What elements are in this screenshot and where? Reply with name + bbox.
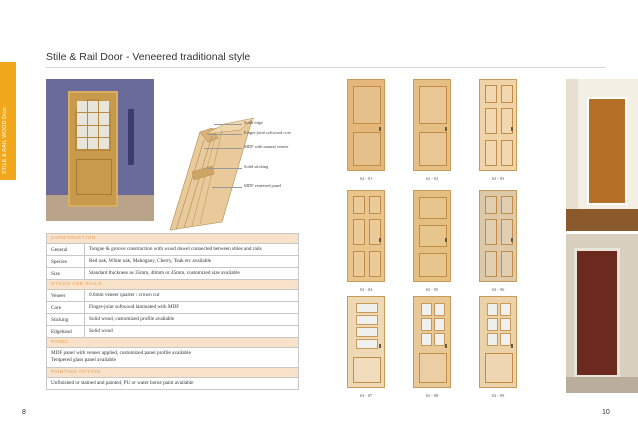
painting-header: PAINTING OPTION (47, 368, 298, 378)
side-tab (0, 62, 16, 180)
door-model-image (347, 296, 385, 388)
table-row (47, 290, 298, 302)
room-floor (566, 209, 638, 231)
door-panel (485, 353, 513, 383)
door-glass (421, 303, 432, 316)
callout-sticking: Solid sticking (244, 164, 269, 169)
door-panel (501, 251, 513, 277)
hero-door-panel (76, 159, 112, 195)
door-handle (511, 127, 513, 131)
door-handle (445, 238, 447, 242)
painting-text: Unfinished or stained and painted, PU or water borne paint available (47, 378, 298, 390)
door-model-code: S2 - 05 (425, 287, 439, 292)
door-glass (434, 303, 445, 316)
room-photo-dark (566, 234, 638, 393)
door-handle (511, 238, 513, 242)
door-panel (501, 196, 513, 214)
callout-mdf-veneer: MDF with natural veneer (244, 144, 289, 149)
hero-coat-stand (128, 109, 134, 165)
door-handle (379, 344, 381, 348)
callout-core: Finger-joint softwood core (244, 130, 291, 135)
door-model-image (347, 190, 385, 282)
room-door (587, 97, 627, 205)
callout-line (208, 134, 242, 135)
door-glass (356, 327, 378, 337)
page-number-right: 10 (602, 409, 610, 416)
door-panel (485, 85, 497, 103)
side-tab-label: STILE & RAIL WOOD Door (2, 106, 8, 174)
callout-line (212, 187, 242, 188)
hero-door (68, 91, 118, 207)
door-panel (419, 253, 447, 277)
panel-line: Tempered glass panel available (51, 357, 116, 364)
door-panel (501, 140, 513, 166)
door-glass (500, 303, 511, 316)
door-model-image (479, 79, 517, 171)
door-glass (487, 333, 498, 346)
spec-key: General (47, 244, 85, 255)
panel-text (47, 348, 298, 368)
spec-key: Veneer (47, 290, 85, 301)
spec-key: Sticking (47, 314, 85, 325)
spec-value: Tongue & groove construction with wood dowel connected between stiles and rails (89, 246, 262, 252)
spec-value: Red oak, White oak, Mahogany, Cherry, Teak etc available (89, 258, 212, 265)
door-glass (434, 333, 445, 346)
page-number-left: 8 (22, 409, 26, 416)
door-panel (419, 225, 447, 247)
door-glass (356, 303, 378, 313)
door-glass (356, 339, 378, 349)
door-panel (485, 108, 497, 134)
panel-line: MDF panel with veneer applied, customized panel profile available (51, 350, 191, 357)
door-panel (353, 251, 365, 277)
door-panel (485, 219, 497, 245)
door-panel (419, 86, 447, 124)
door-glass (421, 318, 432, 331)
door-handle (445, 127, 447, 131)
room-floor (566, 377, 638, 393)
callout-line (204, 148, 242, 149)
door-panel (369, 251, 381, 277)
callout-line (206, 168, 242, 169)
spec-key: Edgeband (47, 326, 85, 337)
spec-value: Finger-joint softwood laminated with MDF (89, 304, 180, 311)
door-panel (369, 196, 381, 214)
door-handle (511, 344, 513, 348)
construction-header: CONSTRUCTION (47, 234, 298, 244)
door-panel (353, 86, 381, 124)
door-panel (501, 85, 513, 103)
door-model-image (413, 190, 451, 282)
callout-line (214, 124, 242, 125)
spec-key: Species (47, 256, 85, 267)
spec-key: Core (47, 302, 85, 313)
door-handle (379, 127, 381, 131)
spec-table (46, 233, 299, 390)
door-model-code: S2 - 04 (359, 287, 373, 292)
table-row (47, 268, 298, 280)
door-model-code: S2 - 07 (359, 393, 373, 398)
table-row (47, 244, 298, 256)
door-model-code: S2 - 06 (491, 287, 505, 292)
hero-door-photo (46, 79, 154, 221)
door-handle (379, 238, 381, 242)
door-model-code: S2 - 03 (491, 176, 505, 181)
door-glass (500, 333, 511, 346)
door-panel (419, 132, 447, 166)
panel-header: PANEL (47, 338, 298, 348)
door-model-code: S2 - 08 (425, 393, 439, 398)
callout-mdf-panel: MDF veneered panel (244, 183, 282, 188)
table-row (47, 256, 298, 268)
door-panel (353, 219, 365, 245)
spec-value: Solid wood (89, 328, 113, 335)
door-panel (485, 251, 497, 277)
door-model-image (413, 296, 451, 388)
door-model-image (479, 296, 517, 388)
door-handle (445, 344, 447, 348)
door-glass (421, 333, 432, 346)
door-glass (356, 315, 378, 325)
room-door (574, 248, 620, 378)
table-row (47, 302, 298, 314)
spec-key: Size (47, 268, 85, 279)
spec-value: 0.6mm veneer quarter / crown cut (89, 292, 160, 299)
door-glass (487, 318, 498, 331)
table-row (47, 314, 298, 326)
title-divider (46, 67, 606, 68)
door-panel (353, 196, 365, 214)
callout-solid-edge: Solid edge (244, 120, 263, 125)
spec-value: Solid wood, customized profile available (89, 316, 175, 323)
door-model-image (413, 79, 451, 171)
hero-door-glass (75, 99, 111, 151)
room-photo-light (566, 79, 638, 231)
door-model-code: S2 - 01 (359, 176, 373, 181)
door-panel (419, 197, 447, 219)
door-panel (485, 196, 497, 214)
spec-value: Standard thickness as 35mm, 40mm or 45mm, customized size available (89, 270, 240, 277)
door-glass (500, 318, 511, 331)
stiles-header: STILES AND RAILS (47, 280, 298, 290)
door-glass (434, 318, 445, 331)
door-panel (353, 357, 381, 383)
door-model-image (347, 79, 385, 171)
door-model-image (479, 190, 517, 282)
table-row (47, 326, 298, 338)
door-model-code: S2 - 09 (491, 393, 505, 398)
door-model-code: S2 - 02 (425, 176, 439, 181)
door-panel (485, 140, 497, 166)
door-panel (353, 132, 381, 166)
door-glass (487, 303, 498, 316)
door-panel (419, 353, 447, 383)
page-title: Stile & Rail Door - Veneered traditional style (46, 51, 251, 63)
